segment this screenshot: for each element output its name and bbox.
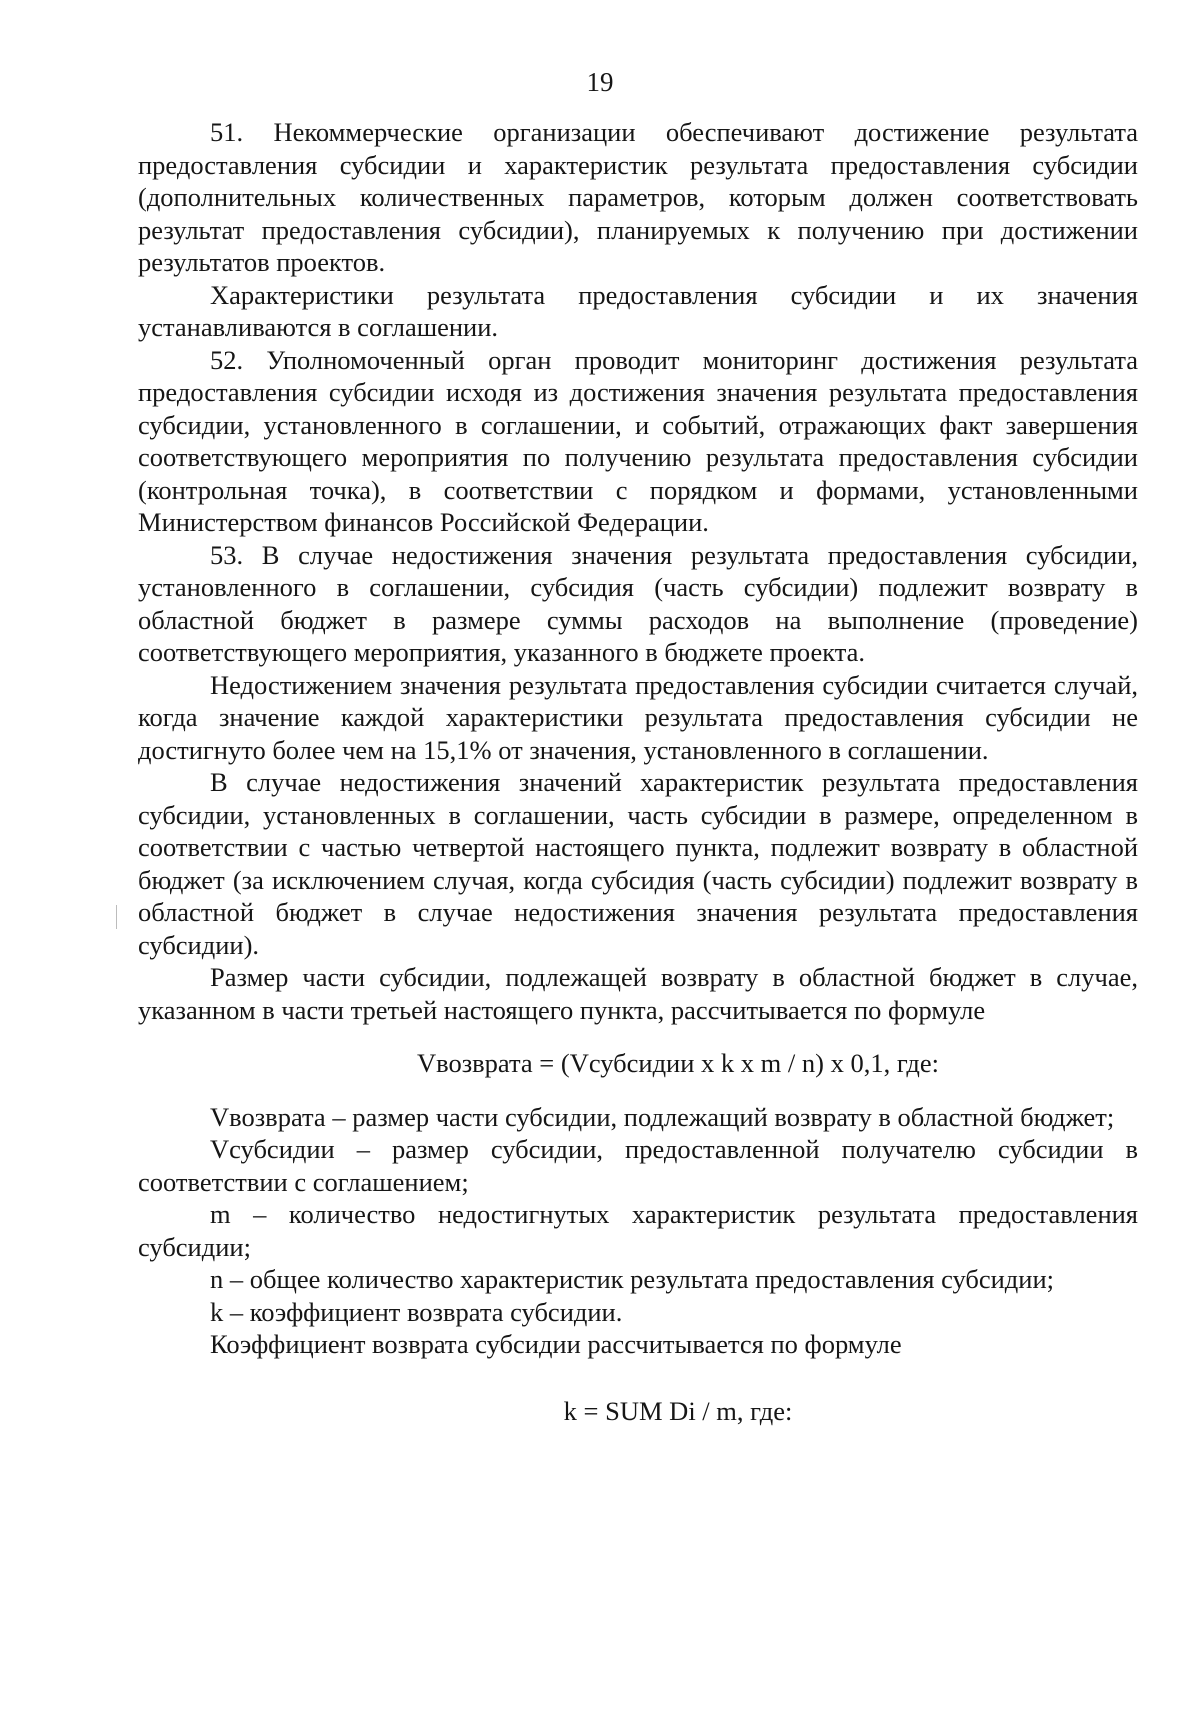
document-body — [138, 116, 1138, 1427]
paragraph-partial-return: В случае недостижения значений характеристик результата предоставления субсидии, установленных в соглашении, часть субсидии в размере, определенном в соответствии с частью четвертой настоящего пункта, подлежит возврату в областной бюджет (за исключением случая, когда субсидия (часть субсидии) подлежит возврату в областной бюджет в случае недостижения значения результата предоставления субсидии). — [138, 767, 1138, 960]
definition-m: m – количество недостигнутых характеристик результата предоставления субсидии; — [138, 1199, 1138, 1262]
paragraph-51: 51. Некоммерческие организации обеспечивают достижение результата предоставления субсидии и характеристик результата предоставления субсидии (дополнительных количественных параметров, которым должен соответствовать результат предоставления субсидии), планируемых к получению при достижении результатов проектов. — [138, 117, 1138, 277]
formula-return-amount: Vвозврата = (Vсубсидии x k x m / n) x 0,1, где: — [416, 1048, 940, 1078]
paragraph-non-achievement: Недостижением значения результата предоставления субсидии считается случай, когда значение каждой характеристики результата предоставления субсидии не достигнуто более чем на 15,1% от значения, установленного в соглашении. — [138, 669, 1138, 765]
paragraph-characteristics: Характеристики результата предоставления субсидии и их значения устанавливаются в соглашении. — [138, 279, 1138, 342]
paragraph-53: 53. В случае недостижения значения результата предоставления субсидии, установленного в соглашении, субсидия (часть субсидии) подлежит возврату в областной бюджет в размере суммы расходов на выполнение (проведение) соответствующего мероприятия, указанного в бюджете проекта. — [138, 539, 1138, 667]
page-number: 19 — [586, 67, 614, 97]
definition-k: k – коэффициент возврата субсидии. — [210, 1296, 623, 1327]
definition-v-return: Vвозврата – размер части субсидии, подлежащий возврату в областной бюджет; — [210, 1101, 1115, 1132]
paragraph-coefficient-formula: Коэффициент возврата субсидии рассчитывается по формуле — [210, 1329, 902, 1359]
scan-artifact — [116, 905, 117, 929]
paragraph-52: 52. Уполномоченный орган проводит мониторинг достижения результата предоставления субсидии исходя из достижения значения результата предоставления субсидии, установленного в соглашении, и событий, отражающих факт завершения соответствующего мероприятия по получению результата предоставления субсидии (контрольная точка), в соответствии с порядком и формами, установленными Министерством финансов Российской Федерации. — [138, 344, 1138, 537]
formula-coefficient: k = SUM Di / m, где: — [563, 1395, 793, 1426]
definition-v-subsidy: Vсубсидии – размер субсидии, предоставленной получателю субсидии в соответствии с соглашением; — [138, 1134, 1138, 1197]
paragraph-return-size: Размер части субсидии, подлежащей возврату в областной бюджет в случае, указанном в части третьей настоящего пункта, рассчитывается по формуле — [138, 962, 1138, 1025]
definition-n: n – общее количество характеристик результата предоставления субсидии; — [210, 1264, 1055, 1294]
